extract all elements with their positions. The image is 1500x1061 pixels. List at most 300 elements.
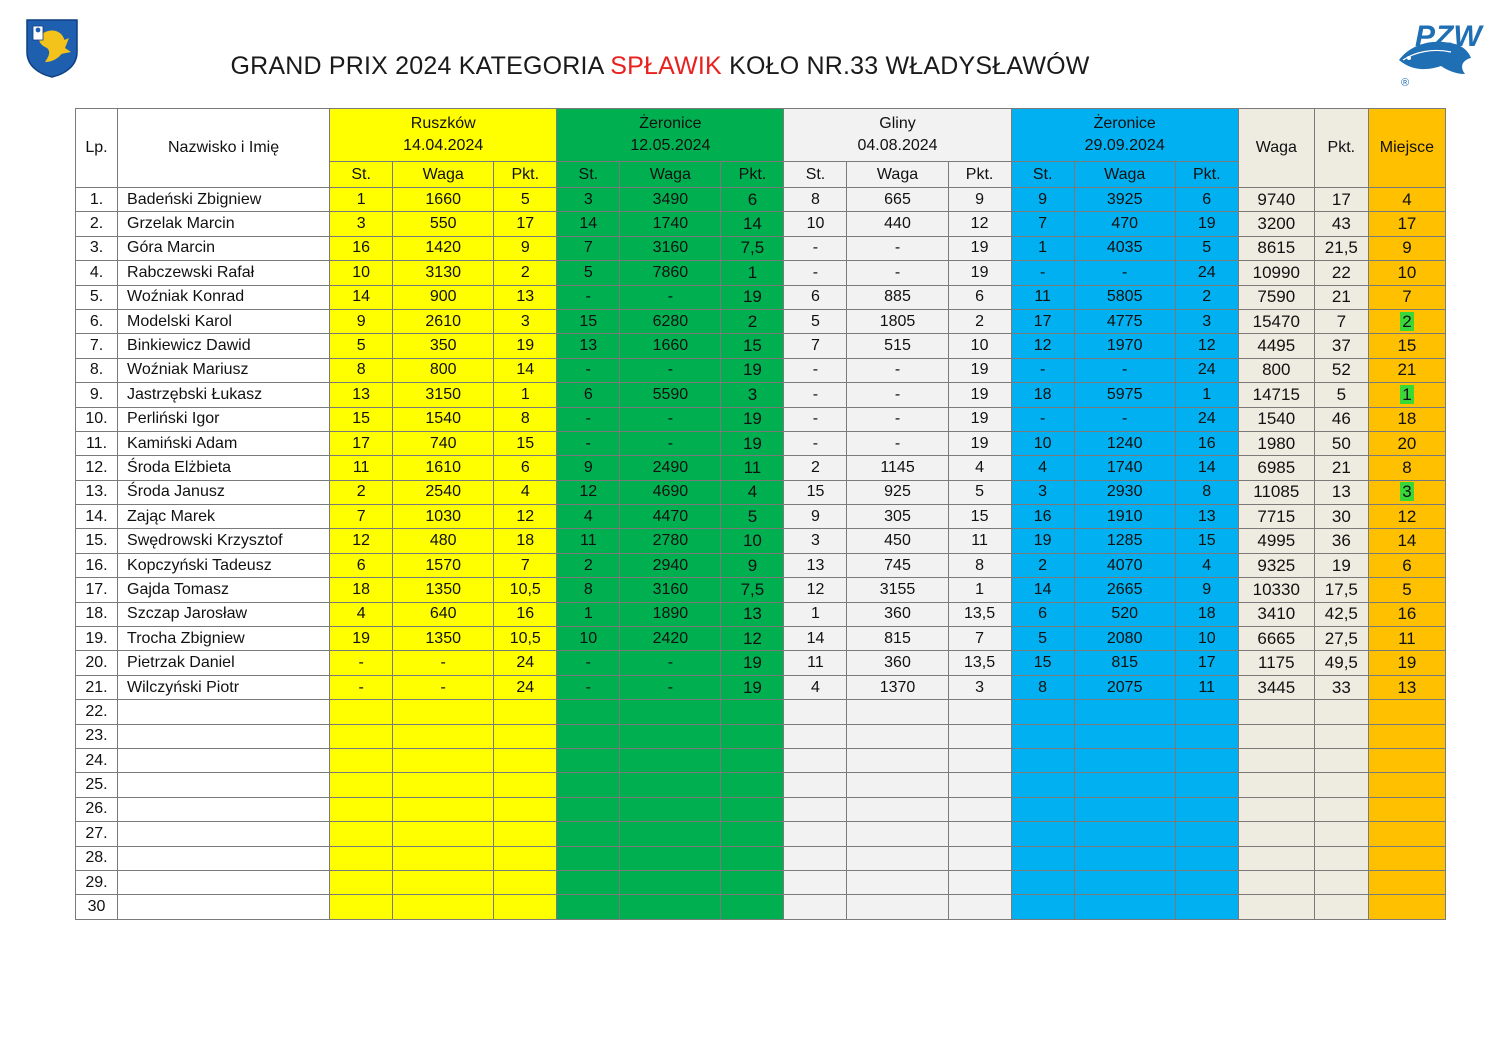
cell-pkt: 19 — [948, 236, 1011, 260]
cell-pkt — [494, 895, 557, 919]
cell-pkt — [494, 870, 557, 894]
cell-pkt — [1175, 822, 1238, 846]
cell-st: 4 — [1011, 456, 1074, 480]
cell-st: 12 — [557, 480, 620, 504]
cell-lp: 15. — [76, 529, 118, 553]
cell-st: - — [784, 358, 847, 382]
cell-lp: 2. — [76, 212, 118, 236]
cell-st: - — [557, 407, 620, 431]
cell-total-pkt — [1314, 724, 1368, 748]
cell-waga: 665 — [847, 188, 948, 212]
header-lp: Lp. — [76, 109, 118, 188]
header-miejsce: Miejsce — [1368, 109, 1445, 188]
cell-waga — [620, 895, 721, 919]
cell-st: 17 — [330, 431, 393, 455]
cell-waga — [620, 822, 721, 846]
sub-st: St. — [330, 162, 393, 188]
table-row — [76, 651, 1446, 675]
cell-lp: 8. — [76, 358, 118, 382]
sub-st: St. — [1011, 162, 1074, 188]
cell-pkt: 19 — [948, 383, 1011, 407]
cell-st: 14 — [557, 212, 620, 236]
cell-pkt: 19 — [721, 675, 784, 699]
sub-st: St. — [557, 162, 620, 188]
cell-st: 13 — [784, 553, 847, 577]
cell-name: Kamiński Adam — [118, 431, 330, 455]
cell-name: Perliński Igor — [118, 407, 330, 431]
cell-pkt: 6 — [948, 285, 1011, 309]
cell-st: 6 — [1011, 602, 1074, 626]
page-title: GRAND PRIX 2024 KATEGORIA SPŁAWIK KOŁO NR.33 WŁADYSŁAWÓW — [230, 52, 1090, 80]
cell-waga — [393, 870, 494, 894]
cell-st: - — [557, 358, 620, 382]
cell-waga: 1970 — [1074, 334, 1175, 358]
pzw-logo — [1393, 14, 1482, 90]
cell-st: 7 — [1011, 212, 1074, 236]
cell-total-waga: 14715 — [1238, 383, 1314, 407]
cell-pkt — [721, 748, 784, 772]
table-row — [76, 700, 1446, 724]
cell-name: Zając Marek — [118, 505, 330, 529]
cell-pkt: 16 — [494, 602, 557, 626]
cell-st — [330, 895, 393, 919]
cell-waga: 1740 — [620, 212, 721, 236]
cell-st — [784, 870, 847, 894]
table-row — [76, 846, 1446, 870]
cell-pkt: 10 — [948, 334, 1011, 358]
table-row — [76, 383, 1446, 407]
cell-st: 7 — [330, 505, 393, 529]
cell-pkt: 7 — [494, 553, 557, 577]
cell-miejsce — [1368, 724, 1445, 748]
cell-waga: 2610 — [393, 309, 494, 333]
cell-total-pkt — [1314, 822, 1368, 846]
cell-waga: - — [620, 407, 721, 431]
cell-name: Grzelak Marcin — [118, 212, 330, 236]
cell-st: 10 — [784, 212, 847, 236]
cell-pkt — [948, 724, 1011, 748]
sub-pkt: Pkt. — [1175, 162, 1238, 188]
cell-pkt: 8 — [494, 407, 557, 431]
cell-st: 14 — [1011, 578, 1074, 602]
cell-st: 16 — [330, 236, 393, 260]
cell-pkt: 12 — [1175, 334, 1238, 358]
cell-waga — [393, 895, 494, 919]
cell-st: 5 — [1011, 627, 1074, 651]
cell-waga: 2420 — [620, 627, 721, 651]
cell-miejsce — [1368, 773, 1445, 797]
cell-miejsce: 9 — [1368, 236, 1445, 260]
cell-st: 6 — [784, 285, 847, 309]
cell-waga: 1540 — [393, 407, 494, 431]
cell-waga — [1074, 797, 1175, 821]
cell-lp: 29. — [76, 870, 118, 894]
cell-lp: 13. — [76, 480, 118, 504]
cell-name: Góra Marcin — [118, 236, 330, 260]
cell-miejsce — [1368, 480, 1445, 504]
cell-waga — [620, 870, 721, 894]
cell-waga: 745 — [847, 553, 948, 577]
cell-miejsce — [1368, 383, 1445, 407]
cell-waga: 2780 — [620, 529, 721, 553]
cell-pkt — [494, 748, 557, 772]
cell-waga: 1660 — [620, 334, 721, 358]
cell-waga: 1030 — [393, 505, 494, 529]
cell-total-waga — [1238, 895, 1314, 919]
cell-st: 11 — [330, 456, 393, 480]
cell-name: Rabczewski Rafał — [118, 261, 330, 285]
cell-waga: - — [620, 285, 721, 309]
cell-st — [1011, 748, 1074, 772]
cell-st: 6 — [330, 553, 393, 577]
cell-total-waga — [1238, 724, 1314, 748]
cell-st: 5 — [557, 261, 620, 285]
cell-pkt — [948, 797, 1011, 821]
cell-pkt: 1 — [948, 578, 1011, 602]
cell-waga: 1370 — [847, 675, 948, 699]
cell-total-waga: 1175 — [1238, 651, 1314, 675]
cell-waga: 3925 — [1074, 188, 1175, 212]
cell-pkt: 6 — [721, 188, 784, 212]
cell-waga: 7860 — [620, 261, 721, 285]
cell-total-pkt: 22 — [1314, 261, 1368, 285]
cell-st — [330, 724, 393, 748]
cell-total-pkt — [1314, 748, 1368, 772]
cell-st: - — [330, 675, 393, 699]
cell-waga — [847, 724, 948, 748]
cell-pkt: 14 — [721, 212, 784, 236]
cell-pkt: 5 — [494, 188, 557, 212]
cell-st: 15 — [784, 480, 847, 504]
cell-st: 9 — [1011, 188, 1074, 212]
cell-waga: 5590 — [620, 383, 721, 407]
cell-st: 15 — [1011, 651, 1074, 675]
cell-total-waga: 1980 — [1238, 431, 1314, 455]
cell-pkt: 19 — [948, 261, 1011, 285]
cell-total-pkt: 21,5 — [1314, 236, 1368, 260]
cell-pkt: 5 — [1175, 236, 1238, 260]
cell-waga: 360 — [847, 602, 948, 626]
cell-pkt: 15 — [1175, 529, 1238, 553]
cell-pkt: 10 — [1175, 627, 1238, 651]
cell-total-waga — [1238, 748, 1314, 772]
cell-total-pkt: 17 — [1314, 188, 1368, 212]
cell-waga — [620, 773, 721, 797]
podium-highlight: 3 — [1402, 482, 1412, 502]
cell-pkt — [721, 870, 784, 894]
cell-pkt: 13 — [494, 285, 557, 309]
registered-mark: ® — [1401, 77, 1410, 89]
table-row — [76, 773, 1446, 797]
cell-st: 12 — [1011, 334, 1074, 358]
cell-pkt: 5 — [721, 505, 784, 529]
cell-waga: 440 — [847, 212, 948, 236]
cell-st: 8 — [557, 578, 620, 602]
cell-pkt — [1175, 700, 1238, 724]
cell-total-waga — [1238, 846, 1314, 870]
header-round-2: Żeronice 12.05.2024 — [557, 109, 784, 162]
cell-waga: 1350 — [393, 627, 494, 651]
cell-total-pkt — [1314, 797, 1368, 821]
cell-waga: 6280 — [620, 309, 721, 333]
cell-lp: 21. — [76, 675, 118, 699]
cell-pkt: 18 — [1175, 602, 1238, 626]
cell-st — [557, 773, 620, 797]
cell-st — [1011, 895, 1074, 919]
cell-pkt: 6 — [1175, 188, 1238, 212]
cell-waga — [1074, 748, 1175, 772]
cell-st — [784, 797, 847, 821]
cell-total-pkt — [1314, 895, 1368, 919]
cell-st: 11 — [1011, 285, 1074, 309]
cell-miejsce — [1368, 700, 1445, 724]
cell-st: - — [784, 431, 847, 455]
cell-st — [557, 870, 620, 894]
cell-waga: 4470 — [620, 505, 721, 529]
cell-pkt: 24 — [1175, 358, 1238, 382]
cell-total-pkt: 17,5 — [1314, 578, 1368, 602]
cell-total-pkt — [1314, 700, 1368, 724]
cell-name — [118, 822, 330, 846]
cell-st: 12 — [330, 529, 393, 553]
cell-waga — [847, 700, 948, 724]
cell-lp: 9. — [76, 383, 118, 407]
cell-st — [330, 748, 393, 772]
cell-pkt: 12 — [494, 505, 557, 529]
cell-waga — [620, 748, 721, 772]
cell-st: - — [784, 407, 847, 431]
cell-pkt: 4 — [494, 480, 557, 504]
cell-pkt — [494, 797, 557, 821]
cell-name — [118, 724, 330, 748]
cell-pkt — [721, 846, 784, 870]
cell-st — [1011, 797, 1074, 821]
cell-waga — [1074, 822, 1175, 846]
cell-waga: 1910 — [1074, 505, 1175, 529]
cell-miejsce: 13 — [1368, 675, 1445, 699]
cell-miejsce: 14 — [1368, 529, 1445, 553]
cell-waga — [393, 700, 494, 724]
cell-total-waga: 11085 — [1238, 480, 1314, 504]
cell-pkt — [948, 846, 1011, 870]
cell-name: Środa Elżbieta — [118, 456, 330, 480]
cell-st: 9 — [784, 505, 847, 529]
cell-pkt: 19 — [721, 285, 784, 309]
header-round-1: Ruszków 14.04.2024 — [330, 109, 557, 162]
cell-total-waga: 1540 — [1238, 407, 1314, 431]
cell-waga: 3160 — [620, 236, 721, 260]
table-row — [76, 236, 1446, 260]
cell-st: 10 — [330, 261, 393, 285]
header-round-3: Gliny 04.08.2024 — [784, 109, 1011, 162]
cell-waga: 1285 — [1074, 529, 1175, 553]
cell-name — [118, 773, 330, 797]
cell-pkt: 14 — [1175, 456, 1238, 480]
cell-total-pkt: 43 — [1314, 212, 1368, 236]
cell-st: 19 — [1011, 529, 1074, 553]
cell-pkt: 9 — [721, 553, 784, 577]
cell-st: 8 — [1011, 675, 1074, 699]
cell-lp: 18. — [76, 602, 118, 626]
cell-miejsce: 21 — [1368, 358, 1445, 382]
cell-name: Gajda Tomasz — [118, 578, 330, 602]
cell-waga: 2075 — [1074, 675, 1175, 699]
cell-pkt: 24 — [494, 651, 557, 675]
cell-name: Trocha Zbigniew — [118, 627, 330, 651]
cell-st: - — [784, 261, 847, 285]
podium-highlight: 1 — [1402, 384, 1412, 404]
cell-miejsce: 5 — [1368, 578, 1445, 602]
cell-pkt — [948, 895, 1011, 919]
cell-waga: 800 — [393, 358, 494, 382]
cell-waga: 1145 — [847, 456, 948, 480]
cell-total-pkt: 13 — [1314, 480, 1368, 504]
cell-st — [1011, 822, 1074, 846]
cell-st — [557, 797, 620, 821]
cell-total-waga: 15470 — [1238, 309, 1314, 333]
table-row — [76, 285, 1446, 309]
cell-total-pkt: 50 — [1314, 431, 1368, 455]
cell-waga — [847, 870, 948, 894]
cell-total-waga — [1238, 870, 1314, 894]
cell-total-pkt: 21 — [1314, 456, 1368, 480]
cell-st — [784, 895, 847, 919]
cell-total-pkt — [1314, 773, 1368, 797]
cell-waga: 2930 — [1074, 480, 1175, 504]
cell-waga: 1570 — [393, 553, 494, 577]
cell-st: - — [1011, 358, 1074, 382]
cell-miejsce: 17 — [1368, 212, 1445, 236]
cell-waga: 740 — [393, 431, 494, 455]
cell-pkt: 3 — [721, 383, 784, 407]
cell-pkt: 15 — [721, 334, 784, 358]
cell-lp: 28. — [76, 846, 118, 870]
cell-waga — [393, 846, 494, 870]
sub-waga: Waga — [620, 162, 721, 188]
cell-total-waga: 6985 — [1238, 456, 1314, 480]
cell-pkt: 1 — [721, 261, 784, 285]
cell-pkt: 19 — [721, 358, 784, 382]
cell-waga: - — [1074, 261, 1175, 285]
cell-total-waga: 800 — [1238, 358, 1314, 382]
cell-pkt: 13,5 — [948, 602, 1011, 626]
cell-lp: 20. — [76, 651, 118, 675]
cell-st — [784, 748, 847, 772]
cell-total-waga: 9740 — [1238, 188, 1314, 212]
cell-waga — [620, 846, 721, 870]
cell-st — [330, 846, 393, 870]
cell-pkt — [721, 797, 784, 821]
cell-waga: 550 — [393, 212, 494, 236]
cell-st: 19 — [330, 627, 393, 651]
cell-st: 11 — [557, 529, 620, 553]
cell-pkt — [1175, 846, 1238, 870]
cell-pkt: 24 — [1175, 407, 1238, 431]
cell-st: 14 — [784, 627, 847, 651]
cell-st — [784, 700, 847, 724]
table-row — [76, 431, 1446, 455]
table-row — [76, 188, 1446, 212]
cell-miejsce: 10 — [1368, 261, 1445, 285]
cell-lp: 22. — [76, 700, 118, 724]
table-row — [76, 602, 1446, 626]
cell-waga — [847, 797, 948, 821]
cell-name: Badeński Zbigniew — [118, 188, 330, 212]
cell-pkt: 11 — [948, 529, 1011, 553]
cell-st — [330, 797, 393, 821]
cell-waga: 4775 — [1074, 309, 1175, 333]
cell-name — [118, 797, 330, 821]
header-round-4: Żeronice 29.09.2024 — [1011, 109, 1238, 162]
cell-pkt: 16 — [1175, 431, 1238, 455]
cell-pkt: 14 — [494, 358, 557, 382]
cell-miejsce: 11 — [1368, 627, 1445, 651]
cell-name: Woźniak Mariusz — [118, 358, 330, 382]
cell-pkt: 1 — [1175, 383, 1238, 407]
cell-st: 15 — [330, 407, 393, 431]
cell-pkt: 18 — [494, 529, 557, 553]
cell-pkt: 17 — [494, 212, 557, 236]
cell-pkt: 10,5 — [494, 578, 557, 602]
cell-lp: 4. — [76, 261, 118, 285]
cell-name: Modelski Karol — [118, 309, 330, 333]
cell-waga — [847, 846, 948, 870]
cell-waga: - — [847, 407, 948, 431]
table-row — [76, 627, 1446, 651]
cell-st: 9 — [330, 309, 393, 333]
cell-name: Binkiewicz Dawid — [118, 334, 330, 358]
cell-pkt: 15 — [494, 431, 557, 455]
cell-st: 12 — [784, 578, 847, 602]
cell-waga: 2080 — [1074, 627, 1175, 651]
cell-st: 3 — [330, 212, 393, 236]
cell-total-waga: 3445 — [1238, 675, 1314, 699]
cell-total-pkt: 5 — [1314, 383, 1368, 407]
cell-total-waga: 4495 — [1238, 334, 1314, 358]
cell-pkt: 2 — [1175, 285, 1238, 309]
cell-waga — [1074, 895, 1175, 919]
cell-st: - — [330, 651, 393, 675]
cell-pkt — [1175, 797, 1238, 821]
cell-pkt — [494, 846, 557, 870]
cell-waga: 4690 — [620, 480, 721, 504]
cell-lp: 12. — [76, 456, 118, 480]
cell-waga: 1660 — [393, 188, 494, 212]
cell-name — [118, 700, 330, 724]
pzw-text: PZW — [1415, 20, 1482, 53]
cell-waga: - — [847, 431, 948, 455]
cell-pkt: 5 — [948, 480, 1011, 504]
cell-pkt: 15 — [948, 505, 1011, 529]
cell-waga: 1740 — [1074, 456, 1175, 480]
cell-pkt: 9 — [948, 188, 1011, 212]
cell-waga — [393, 773, 494, 797]
cell-total-pkt: 49,5 — [1314, 651, 1368, 675]
cell-miejsce — [1368, 870, 1445, 894]
cell-pkt: 11 — [721, 456, 784, 480]
cell-total-waga — [1238, 797, 1314, 821]
cell-pkt — [494, 822, 557, 846]
results-body — [76, 188, 1446, 920]
table-row — [76, 553, 1446, 577]
cell-st: 4 — [330, 602, 393, 626]
cell-waga — [1074, 870, 1175, 894]
cell-waga: 885 — [847, 285, 948, 309]
cell-total-waga: 3410 — [1238, 602, 1314, 626]
cell-total-pkt: 33 — [1314, 675, 1368, 699]
cell-st: 1 — [784, 602, 847, 626]
table-row — [76, 505, 1446, 529]
